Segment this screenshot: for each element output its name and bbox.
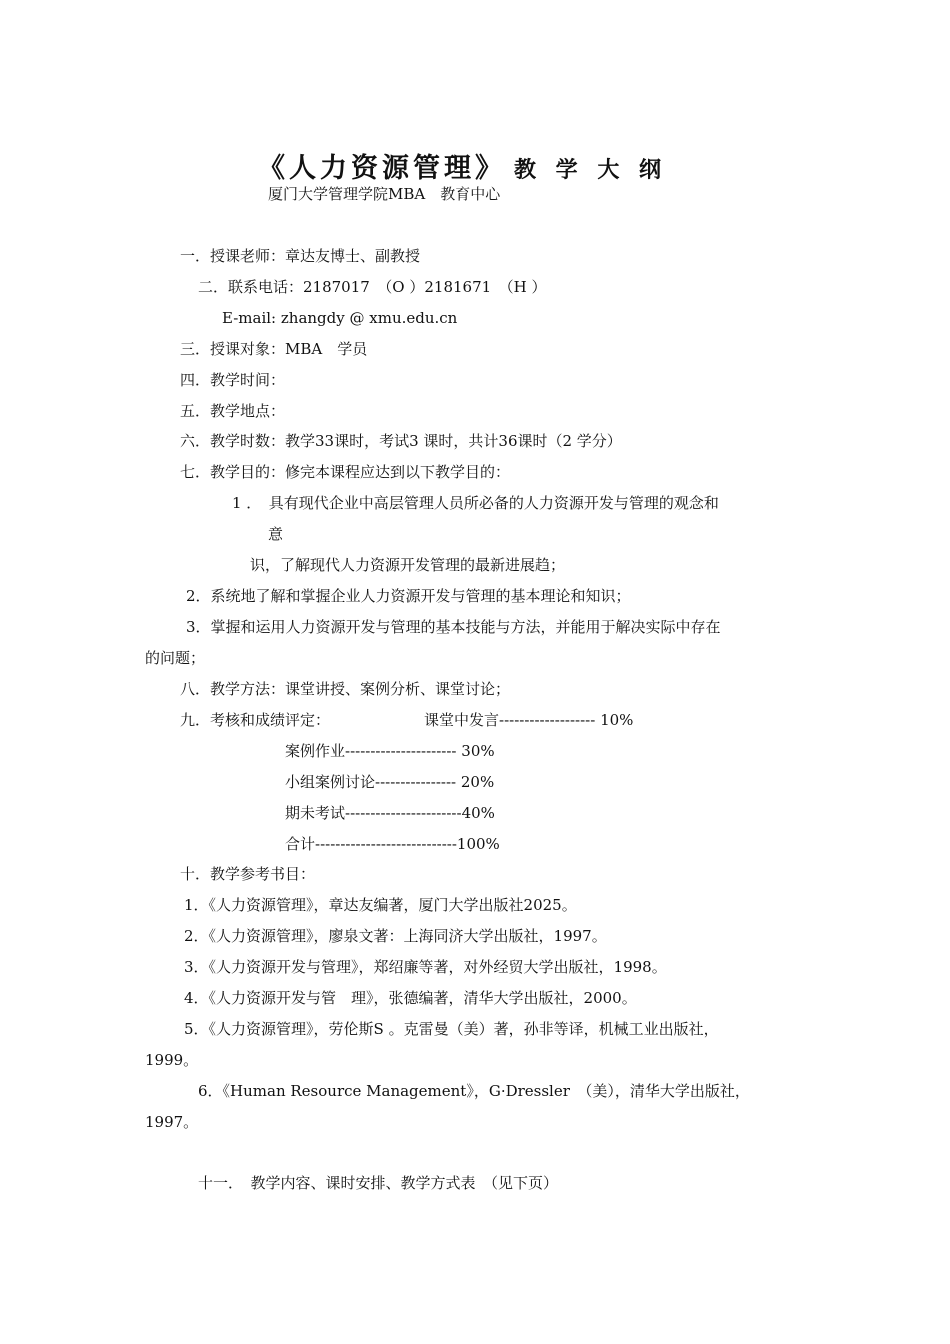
reference-item-continued: 1999。 bbox=[145, 1051, 199, 1069]
reference-item: 5．《人力资源管理》，劳伦斯S 。克雷曼（美）著，孙非等译，机械工业出版社， bbox=[184, 1020, 719, 1038]
reference-item: 6．《Human Resource Management》，G·Dressler （美），清华大学出版社， bbox=[198, 1082, 750, 1100]
section-method: 八．教学方法：课堂讲授、案例分析、课堂讨论； bbox=[180, 680, 511, 698]
objective-3-line-2: 的问题； bbox=[145, 649, 206, 667]
grading-item: 小组案例讨论---------------- 20% bbox=[285, 773, 495, 791]
grading-total: 合计----------------------------100% bbox=[285, 835, 500, 853]
section-grading-heading: 九．考核和成绩评定： bbox=[180, 711, 331, 729]
section-hours: 六．教学时数：教学33课时，考试3 课时，共计36课时（2 学分） bbox=[180, 432, 622, 450]
reference-item: 3．《人力资源开发与管理》，郑绍廉等著，对外经贸大学出版社，1998。 bbox=[184, 958, 667, 976]
section-audience: 三．授课对象：MBA 学员 bbox=[180, 340, 368, 358]
section-email: E-mail: zhangdy @ xmu.edu.cn bbox=[222, 309, 458, 327]
document-subtitle: 厦门大学管理学院MBA 教育中心 bbox=[268, 185, 501, 203]
section-objective-heading: 七．教学目的：修完本课程应达到以下教学目的： bbox=[180, 463, 511, 481]
objective-3-line-1: 3．掌握和运用人力资源开发与管理的基本技能与方法，并能用于解决实际中存在 bbox=[186, 618, 721, 636]
document-title bbox=[258, 146, 667, 185]
grading-item: 期未考试-----------------------40% bbox=[285, 804, 495, 822]
objective-1-line-2: 意 bbox=[268, 525, 284, 543]
reference-item: 2．《人力资源管理》，廖泉文著：上海同济大学出版社，1997。 bbox=[184, 927, 607, 945]
section-schedule: 十一． 教学内容、课时安排、教学方式表 （见下页） bbox=[198, 1174, 559, 1192]
section-teacher: 一．授课老师：章达友博士、副教授 bbox=[180, 247, 421, 265]
course-title: 《人力资源管理》 bbox=[258, 153, 506, 184]
grading-item: 课堂中发言------------------- 10% bbox=[424, 711, 634, 729]
reference-item: 4．《人力资源开发与管 理》，张德编著，清华大学出版社，2000。 bbox=[184, 989, 637, 1007]
objective-1-line-1: 1 ． 具有现代企业中高层管理人员所必备的人力资源开发与管理的观念和 bbox=[232, 494, 719, 512]
grading-item: 案例作业---------------------- 30% bbox=[285, 742, 495, 760]
objective-1-line-3: 识，了解现代人力资源开发管理的最新进展趋； bbox=[250, 556, 566, 574]
reference-item-continued: 1997。 bbox=[145, 1113, 199, 1131]
section-references-heading: 十．教学参考书目： bbox=[180, 865, 316, 883]
section-phone: 二．联系电话：2187017 （O ）2181671 （H ） bbox=[198, 278, 547, 296]
section-place: 五．教学地点： bbox=[180, 402, 286, 420]
reference-item: 1．《人力资源管理》，章达友编著，厦门大学出版社2025。 bbox=[184, 896, 577, 914]
objective-2: 2．系统地了解和掌握企业人力资源开发与管理的基本理论和知识； bbox=[186, 587, 631, 605]
title-suffix: 教 学 大 纲 bbox=[514, 157, 667, 183]
section-time: 四．教学时间： bbox=[180, 371, 286, 389]
